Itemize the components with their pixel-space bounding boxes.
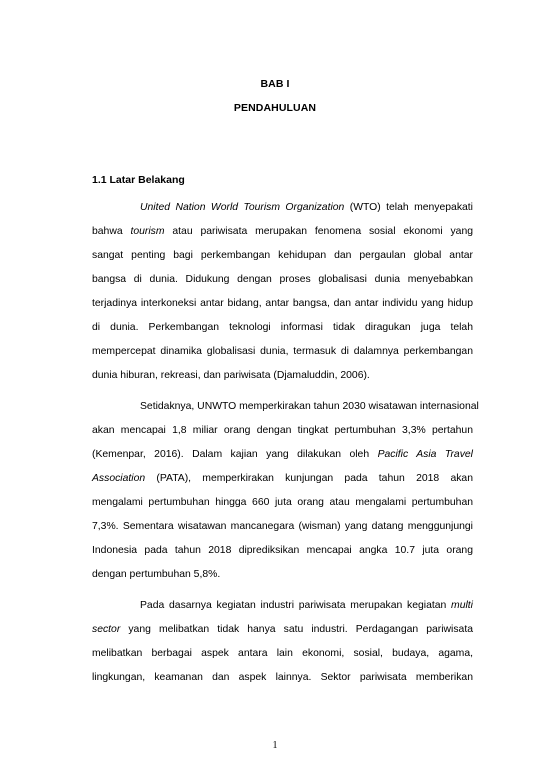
paragraph-1-line-2: bahwa tourism atau pariwisata merupakan fenomena sosial ekonomi yang bbox=[92, 226, 473, 237]
page-number: 1 bbox=[272, 740, 278, 751]
paragraph-2-line-2: akan mencapai 1,8 miliar orang dengan tingkat pertumbuhan 3,3% pertahun bbox=[92, 425, 473, 436]
paragraph-2-line-3: (Kemenpar, 2016). Dalam kajian yang dilakukan oleh Pacific Asia Travel bbox=[92, 449, 473, 460]
paragraph-1-line-8: dunia hiburan, rekreasi, dan pariwisata (Djamaluddin, 2006). bbox=[92, 370, 370, 381]
paragraph-2-line-6: 7,3%. Sementara wisatawan mancanegara (wisman) yang datang menggunjungi bbox=[92, 521, 473, 532]
paragraph-1-line-6: di dunia. Perkembangan teknologi informasi tidak diragukan juga telah bbox=[92, 322, 473, 333]
chapter-title: PENDAHULUAN bbox=[233, 102, 317, 114]
paragraph-2-line-8: dengan pertumbuhan 5,8%. bbox=[92, 569, 221, 580]
paragraph-3-line-4: lingkungan, keamanan dan aspek lainnya. Sektor pariwisata memberikan bbox=[92, 672, 473, 683]
section-heading: 1.1 Latar Belakang bbox=[92, 174, 185, 186]
paragraph-3-line-2: sector yang melibatkan tidak hanya satu industri. Perdagangan pariwisata bbox=[92, 624, 473, 635]
paragraph-1-line-4: bangsa di dunia. Didukung dengan proses globalisasi dunia menyebabkan bbox=[92, 274, 473, 285]
paragraph-3-line-3: melibatkan berbagai aspek antara lain ekonomi, sosial, budaya, agama, bbox=[92, 648, 473, 659]
paragraph-2-line-1: Setidaknya, UNWTO memperkirakan tahun 2030 wisatawan internasional bbox=[140, 401, 479, 412]
paragraph-1-line-3: sangat penting bagi perkembangan kehidupan dan pergaulan global antar bbox=[92, 250, 473, 261]
paragraph-2-line-4: Association (PATA), memperkirakan kunjungan pada tahun 2018 akan bbox=[92, 473, 473, 484]
paragraph-3-line-1: Pada dasarnya kegiatan industri pariwisata merupakan kegiatan multi bbox=[140, 600, 473, 611]
chapter-label: BAB I bbox=[260, 78, 290, 90]
paragraph-1-line-7: mempercepat dinamika globalisasi dunia, termasuk di dalamnya perkembangan bbox=[92, 346, 473, 357]
org-name: United Nation World Tourism Organization bbox=[140, 202, 345, 213]
paragraph-1-line-1: United Nation World Tourism Organization (WTO) telah menyepakati bbox=[140, 202, 473, 213]
paragraph-2-line-5: mengalami pertumbuhan hingga 660 juta orang atau mengalami pertumbuhan bbox=[92, 497, 473, 508]
paragraph-1-line-5: terjadinya interkoneksi antar bidang, antar bangsa, dan antar individu yang hidup bbox=[92, 298, 473, 309]
paragraph-2-line-7: Indonesia pada tahun 2018 diprediksikan mencapai angka 10.7 juta orang bbox=[92, 545, 473, 556]
